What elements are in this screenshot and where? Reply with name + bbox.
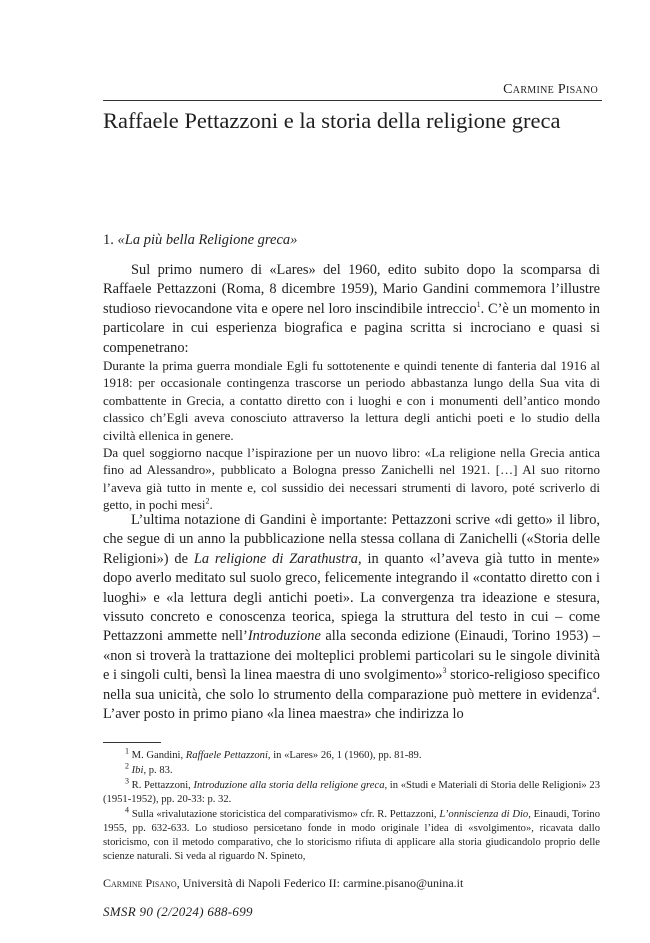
section-number: 1. xyxy=(103,232,114,248)
header-rule xyxy=(103,100,602,101)
quote-part-2 xyxy=(103,444,600,514)
paragraph-2-s3: alla seconda edizione (Einaudi, Torino 1953) – «non si troverà la trattazione dei molteplici problemi particolari su le singole divinità e i singoli culti, bensì la linea maestra di uno svolgimento» xyxy=(103,628,600,684)
paragraph-2 xyxy=(103,511,600,724)
footnote-italic: Introduzione alla storia della religione greca xyxy=(193,780,385,791)
footnote-text: , in «Lares» 26, 1 (1960), pp. 81-89. xyxy=(267,750,422,761)
quote-part-2-text: Da quel soggiorno nacque l’ispirazione per un nuovo libro: «La religione nella Grecia antica fino ad Alessandro», pubblicato a Bologna presso Zanichelli nel 1921. […] Al suo ritorno l’aveva già tutto in mente e, col sussidio dei necessari strumenti di lavoro, poté scriverlo di getto, in pochi mesi xyxy=(103,445,600,513)
paragraph-2-s1-italic: La religione di Zarathustra xyxy=(193,550,358,567)
footnote-text: , in «Studi e Materiali di Storia delle Religioni» 23 (1951-1952), pp. 20-33: p. 32. xyxy=(103,780,600,805)
paragraph-2-s1: L’ultima notazione di Gandini è importante: Pettazzoni scrive «di getto» il libro, che segue di un anno la pubblicazione nella stessa collana di Zanichelli («Storia delle Religioni») de xyxy=(103,512,600,567)
paragraph-1-text-a: Sul primo numero di «Lares» del 1960, edito subito dopo la scomparsa di Raffaele Pettazzoni (Roma, 8 dicembre 1959), Mario Gandini commemora l’illustre studioso rievocandone vita e opere nel loro inscindibile intreccio xyxy=(103,262,600,317)
footnote-number: 1 xyxy=(125,746,129,756)
footnote-text: R. Pettazzoni, xyxy=(129,780,194,791)
affiliation-author: Carmine Pisano xyxy=(103,876,177,890)
affiliation-details[interactable]: , Università di Napoli Federico II: carmine.pisano@unina.it xyxy=(176,876,464,890)
footnote-text: , p. 83. xyxy=(143,765,173,776)
journal-citation: SMSR 90 (2/2024) 688-699 xyxy=(103,904,253,919)
paragraph-1-text-b: . C’è un momento in particolare in cui esperienza biografica e pagina scritta si incrociano e quasi si compenetrano: xyxy=(103,300,600,356)
footnote-ref-4[interactable]: 4 xyxy=(592,685,597,695)
footnote-text: M. Gandini, xyxy=(129,750,186,761)
footnote-italic: L’onniscienza di Dio xyxy=(439,809,529,820)
footnote xyxy=(103,776,600,807)
paragraph-2-s2: , in quanto «l’aveva già tutto in mente» dopo averlo meditato sul suolo greco, felicemente integrando il «contatto diretto con i luoghi» e «la lettura degli antichi poeti». La convergenza tra ideazione e stesura, vissuto concreto e conoscenza teorica, spiega la struttura del testo in cui – come Pettazzoni ammette nell’ xyxy=(103,550,600,645)
paragraph-2-s5: . L’aver posto in primo piano «la linea maestra» che indirizza lo xyxy=(103,686,600,723)
footnote xyxy=(103,761,600,778)
footnotes xyxy=(103,746,600,865)
paragraph-2-s2-italic: Introduzione xyxy=(247,628,321,645)
quote-end: . xyxy=(209,497,213,513)
footnote xyxy=(103,746,600,763)
footnote-ref-1[interactable]: 1 xyxy=(476,300,481,310)
paragraph-1 xyxy=(103,261,600,358)
footnote-ref-2[interactable]: 2 xyxy=(205,496,210,506)
footnote-text: Sulla «rivalutazione storicistica del comparativismo» cfr. R. Pettazzoni, xyxy=(129,809,440,820)
author-affiliation xyxy=(103,875,463,891)
running-head: Carmine Pisano xyxy=(503,82,598,97)
block-quote xyxy=(103,357,600,514)
footnote-number: 4 xyxy=(125,805,129,815)
footnote-ref-3[interactable]: 3 xyxy=(442,666,447,676)
section-heading xyxy=(103,230,297,250)
quote-part-1: Durante la prima guerra mondiale Egli fu sottotenente e quindi tenente di fanteria dal 1916 al 1918: per occasionale contingenza trascorse un periodo abbastanza lungo della Sua vita di combattente in Grecia, a contatto diretto con i luoghi e con i monumenti dell’antico mondo classico ch’Egli aveva conosciuto attraverso la lettura degli antichi poeti e lo studio della civiltà ellenica in genere. xyxy=(103,358,600,443)
paragraph-2-s4: storico-religioso specifico nella sua unicità, che solo lo strumento della comparazione può mettere in evidenza xyxy=(103,667,600,703)
footnote-italic: Ibi xyxy=(131,765,144,776)
footnote-rule xyxy=(103,742,161,743)
footnote-number: 3 xyxy=(125,776,129,786)
section-title: «La più bella Religione greca» xyxy=(117,232,298,248)
footnote xyxy=(103,805,600,864)
footnote-text: , Einaudi, Torino 1955, pp. 632-633. Lo studioso persicetano fonde in modo originale l’idea di «svolgimento», ricavata dallo storicismo, con il metodo comparativo, che lo storicismo rifiuta di applicare alla storia giudicandolo proprio delle scienze naturali. Si veda al riguardo N. Spineto, xyxy=(103,809,600,862)
footnote-number: 2 xyxy=(125,761,129,771)
footnote-italic: Raffaele Pettazzoni xyxy=(185,750,268,761)
article-title: Raffaele Pettazzoni e la storia della religione greca xyxy=(103,108,561,133)
